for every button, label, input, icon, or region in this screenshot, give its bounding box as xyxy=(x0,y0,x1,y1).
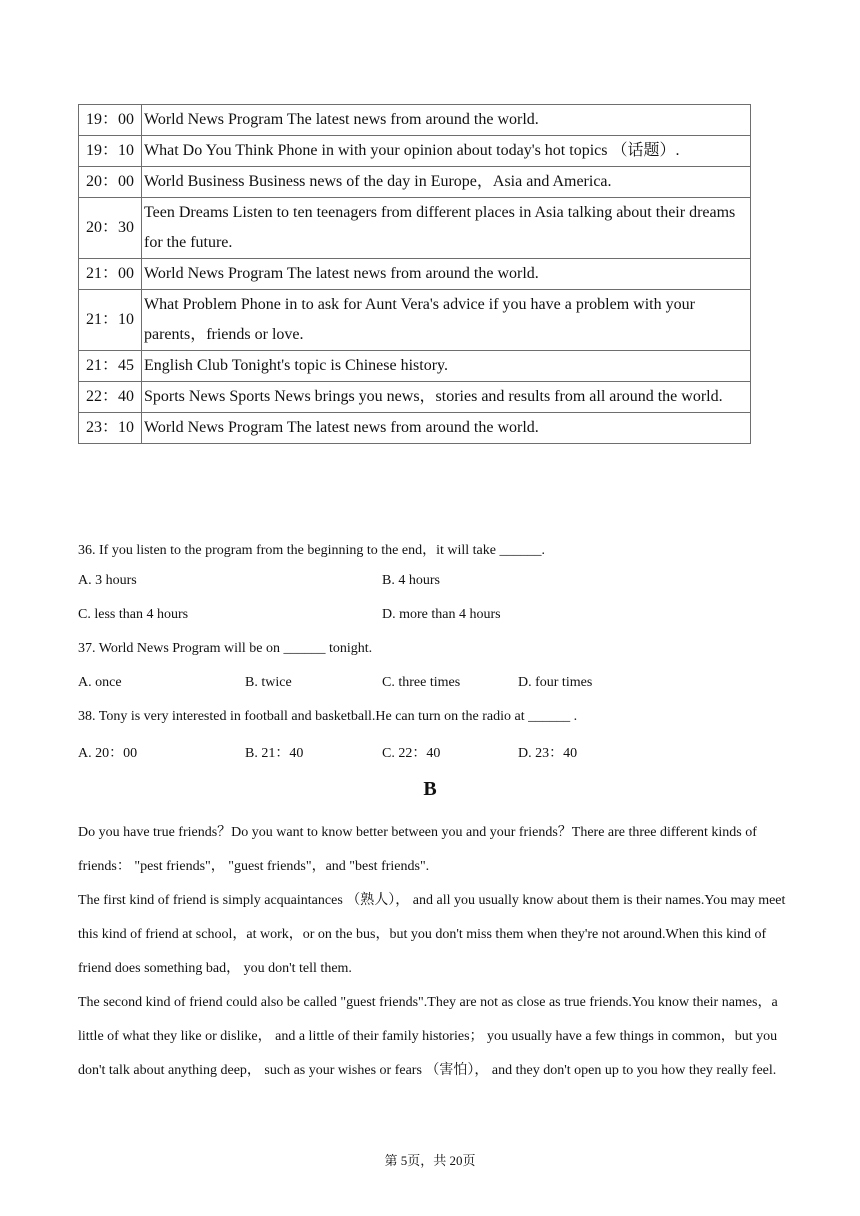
schedule-row xyxy=(79,167,751,198)
question-38-option-c: C. 22：40 xyxy=(382,746,441,761)
question-38-option-b: B. 21：40 xyxy=(245,746,304,761)
question-37-stem: 37. World News Program will be on ______ tonight. xyxy=(78,641,373,656)
schedule-description: What Problem Phone in to ask for Aunt Vera's advice if you have a problem with your parents，friends or love. xyxy=(142,290,751,351)
schedule-description: World News Program The latest news from around the world. xyxy=(142,105,751,136)
schedule-description: Teen Dreams Listen to ten teenagers from different places in Asia talking about their dreams for the future. xyxy=(142,198,751,259)
schedule-description: What Do You Think Phone in with your opinion about today's hot topics （话题）. xyxy=(142,136,751,167)
schedule-time: 20：30 xyxy=(79,198,142,259)
schedule-description: World Business Business news of the day in Europe，Asia and America. xyxy=(142,167,751,198)
schedule-description: World News Program The latest news from around the world. xyxy=(142,259,751,290)
schedule-row xyxy=(79,136,751,167)
schedule-time: 21：10 xyxy=(79,290,142,351)
question-38-stem: 38. Tony is very interested in football and basketball.He can turn on the radio at ______ . xyxy=(78,709,578,724)
passage-paragraph-3: The second kind of friend could also be called "guest friends".They are not as close as true friends.You know their names，a little of what they like or dislike， and a little of their family histories； you usually have a few things in common，but you don't talk about anything deep， such as your wishes or fears （害怕）， and they don't open up to you how they really feel. xyxy=(78,995,778,1078)
question-36-option-a: A. 3 hours xyxy=(78,573,137,588)
schedule-time: 21：00 xyxy=(79,259,142,290)
section-b-passage xyxy=(78,816,786,1088)
program-schedule-table xyxy=(78,104,751,444)
schedule-row xyxy=(79,382,751,413)
question-38-option-d: D. 23：40 xyxy=(518,746,578,761)
question-37-option-d: D. four times xyxy=(518,675,593,690)
question-36-option-c: C. less than 4 hours xyxy=(78,607,189,622)
schedule-row xyxy=(79,105,751,136)
question-37-option-b: B. twice xyxy=(245,675,292,690)
schedule-row xyxy=(79,351,751,382)
question-37-option-c: C. three times xyxy=(382,675,461,690)
schedule-time: 20：00 xyxy=(79,167,142,198)
passage-paragraph-1: Do you have true friends？Do you want to know better between you and your friends？There are three different kinds of friends： "pest friends"， "guest friends"，and "best friends". xyxy=(78,825,757,874)
schedule-time: 21：45 xyxy=(79,351,142,382)
schedule-time: 23：10 xyxy=(79,413,142,444)
schedule-row xyxy=(79,290,751,351)
page-footer: 第 5页，共 20页 xyxy=(384,1153,476,1168)
passage-paragraph-2: The first kind of friend is simply acquaintances （熟人）， and all you usually know about them is their names.You may meet this kind of friend at school，at work，or on the bus，but you don't miss them when they're not around.When this kind of friend does something bad， you don't tell them. xyxy=(78,893,786,976)
schedule-row xyxy=(79,259,751,290)
schedule-row xyxy=(79,413,751,444)
question-37-option-a: A. once xyxy=(78,675,122,690)
schedule-time: 22：40 xyxy=(79,382,142,413)
schedule-time: 19：00 xyxy=(79,105,142,136)
schedule-body xyxy=(79,105,751,444)
schedule-time: 19：10 xyxy=(79,136,142,167)
section-b-title: B xyxy=(423,778,437,800)
question-36-stem: 36. If you listen to the program from the beginning to the end，it will take ______. xyxy=(78,543,545,558)
schedule-description: English Club Tonight's topic is Chinese history. xyxy=(142,351,751,382)
schedule-description: Sports News Sports News brings you news，stories and results from all around the world. xyxy=(142,382,751,413)
question-38-option-a: A. 20：00 xyxy=(78,746,138,761)
question-36-option-b: B. 4 hours xyxy=(382,573,440,588)
schedule-row xyxy=(79,198,751,259)
question-36-option-d: D. more than 4 hours xyxy=(382,607,501,622)
schedule-description: World News Program The latest news from around the world. xyxy=(142,413,751,444)
